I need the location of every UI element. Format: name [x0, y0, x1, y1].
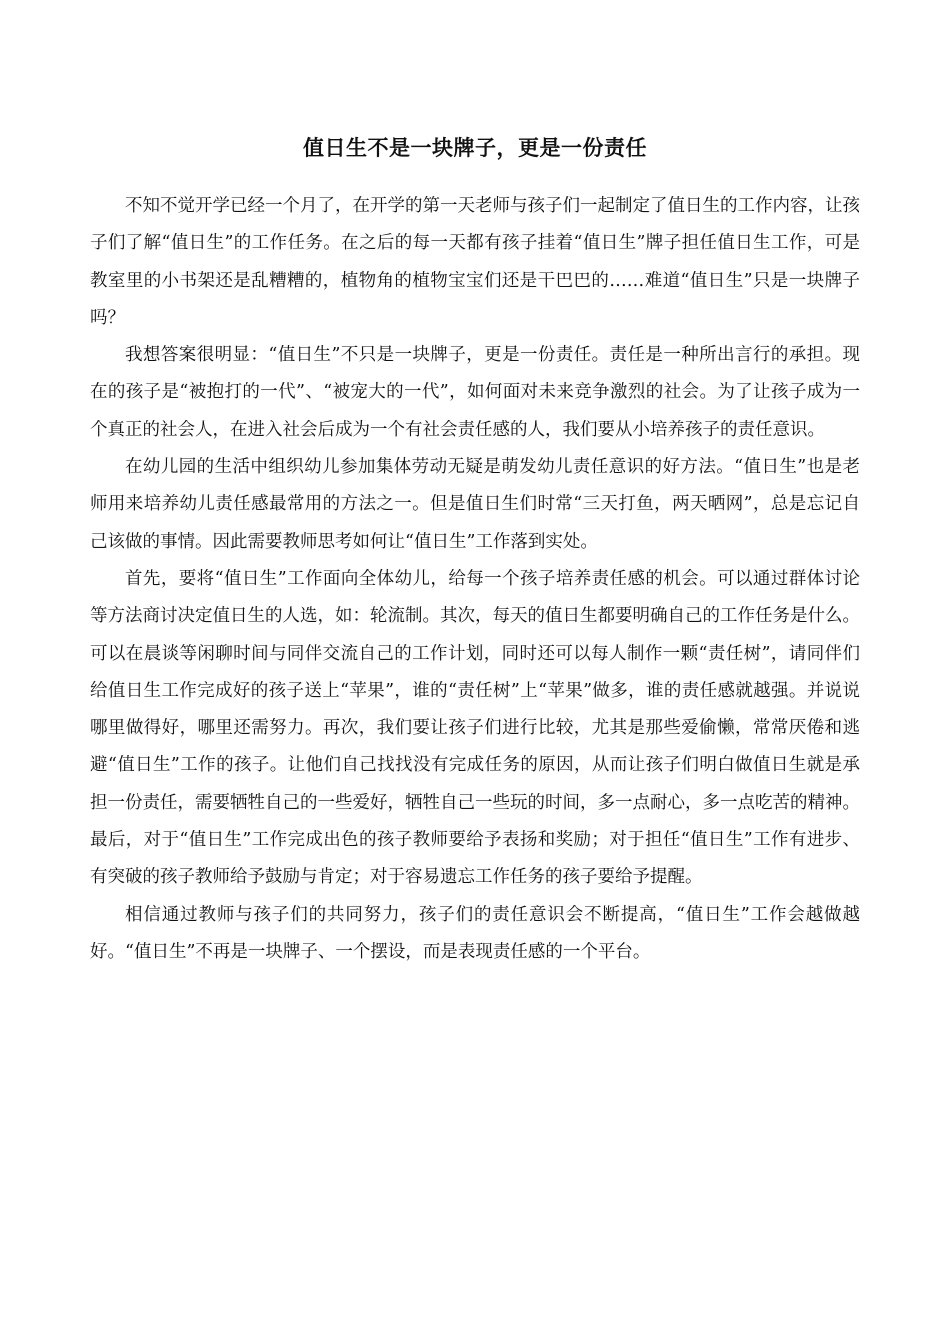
paragraph-3: 在幼儿园的生活中组织幼儿参加集体劳动无疑是萌发幼儿责任意识的好方法。“值日生”也是老师用来培养幼儿责任感最常用的方法之一。但是值日生们时常“三天打鱼，两天晒网”，总是忘记自己该做的事情。因此需要教师思考如何让“值日生”工作落到实处。	[90, 457, 860, 552]
paragraph-1: 不知不觉开学已经一个月了，在开学的第一天老师与孩子们一起制定了值日生的工作内容，让孩子们了解“值日生”的工作任务。在之后的每一天都有孩子挂着“值日生”牌子担任值日生工作，可是教室里的小书架还是乱糟糟的，植物角的植物宝宝们还是干巴巴的……难道“值日生”只是一块牌子吗？	[90, 196, 860, 328]
document-page	[90, 128, 860, 971]
paragraph-5: 相信通过教师与孩子们的共同努力，孩子们的责任意识会不断提高，“值日生”工作会越做越好。“值日生”不再是一块牌子、一个摆设，而是表现责任感的一个平台。	[90, 904, 860, 962]
paragraph-2: 我想答案很明显：“值日生”不只是一块牌子，更是一份责任。责任是一种所出言行的承担。现在的孩子是“被抱打的一代”、“被宠大的一代”，如何面对未来竞争激烈的社会。为了让孩子成为一个真正的社会人，在进入社会后成为一个有社会责任感的人，我们要从小培养孩子的责任意识。	[90, 345, 860, 440]
document-title: 值日生不是一块牌子，更是一份责任	[303, 136, 647, 160]
paragraph-4: 首先，要将“值日生”工作面向全体幼儿，给每一个孩子培养责任感的机会。可以通过群体讨论等方法商讨决定值日生的人选，如：轮流制。其次，每天的值日生都要明确自己的工作任务是什么。可以在晨谈等闲聊时间与同伴交流自己的工作计划，同时还可以每人制作一颗“责任树”，请同伴们给值日生工作完成好的孩子送上“苹果”，谁的“责任树”上“苹果”做多，谁的责任感就越强。并说说哪里做得好，哪里还需努力。再次，我们要让孩子们进行比较，尤其是那些爱偷懒，常常厌倦和逃避“值日生”工作的孩子。让他们自己找找没有完成任务的原因，从而让孩子们明白做值日生就是承担一份责任，需要牺牲自己的一些爱好，牺牲自己一些玩的时间，多一点耐心，多一点吃苦的精神。最后，对于“值日生”工作完成出色的孩子教师要给予表扬和奖励；对于担任“值日生”工作有进步、有突破的孩子教师给予鼓励与肯定；对于容易遗忘工作任务的孩子要给予提醒。	[90, 568, 860, 888]
